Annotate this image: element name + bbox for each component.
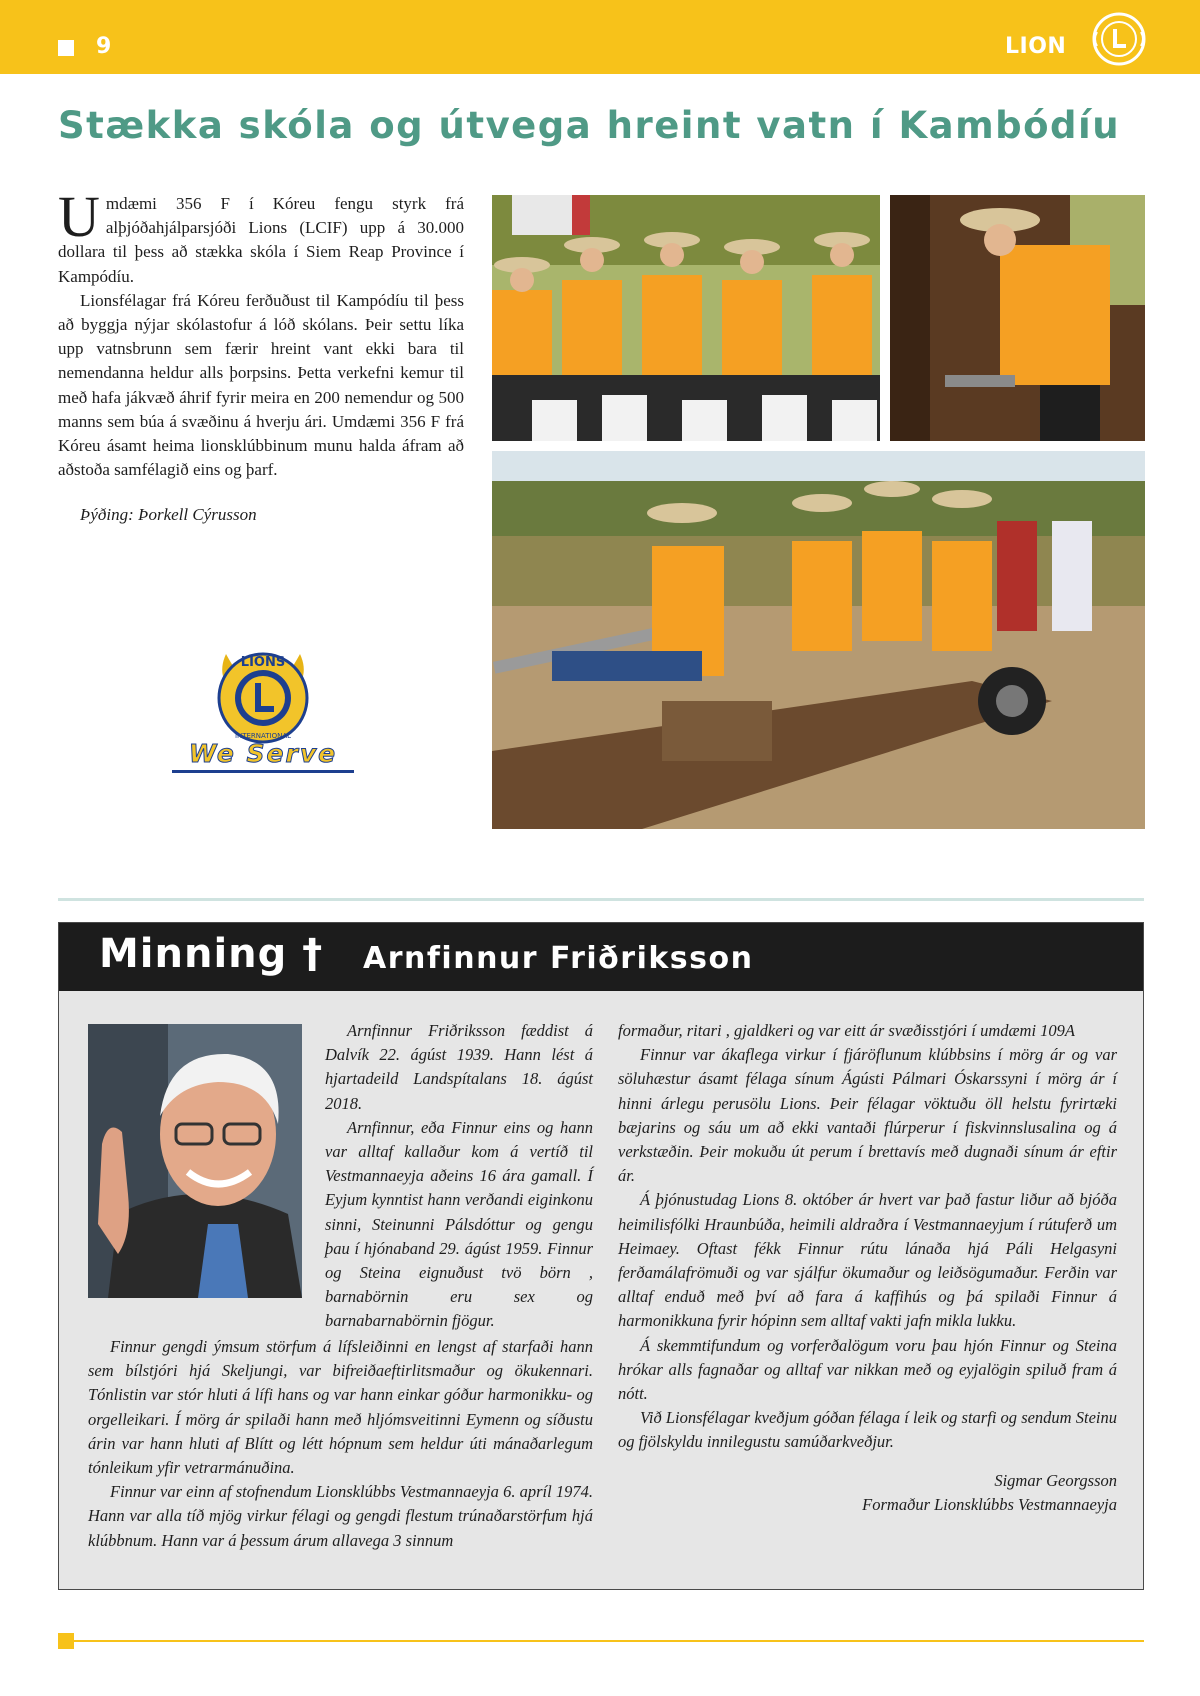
logo-slogan: We Serve bbox=[188, 739, 338, 768]
memorial-column-1-top bbox=[325, 1019, 593, 1334]
signature-title: Formaður Lionsklúbbs Vestmannaeyja bbox=[862, 1494, 1117, 1514]
article-title: Stækka skóla og útvega hreint vatn í Kambódíu bbox=[58, 104, 1121, 147]
photo-lions-members-with-children bbox=[492, 195, 880, 441]
memorial-paragraph: Finnur gengdi ýmsum störfum á lífsleiðinni en lengst af starfaði hann sem bílstjóri hjá Skeljungi, var bifreiðaeftirlitsmaður og ökukennari. Tónlistin var stór hluti á lífi hans og var hann einkar góður harmonikku- og orgelleikari. Í mörg ár spilaði hann með hljómsveitinni Eymenn og síðustu árin var hann hluti af Blítt og létt hópnum sem heldur úti mánaðarlegum tónleikum yfir vetrarmánuðina. bbox=[88, 1337, 593, 1478]
lions-we-serve-logo bbox=[168, 646, 358, 778]
logo-top-text: LIONS bbox=[240, 655, 286, 670]
signature-name: Sigmar Georgsson bbox=[994, 1470, 1117, 1490]
article-paragraph bbox=[58, 184, 464, 289]
footer-square-marker bbox=[58, 1633, 74, 1649]
memorial-column-2 bbox=[618, 1019, 1117, 1517]
memorial-paragraph: Við Lionsfélagar kveðjum góðan félaga í leik og starfi og sendum Steinu og fjölskyldu innilegustu samúðarkveðjur. bbox=[618, 1408, 1117, 1452]
header-square-marker bbox=[58, 40, 74, 56]
memorial-paragraph: Arnfinnur Friðriksson fæddist á Dalvík 22. ágúst 1939. Hann lést á hjartadeild Landspítalans 18. ágúst 2018. bbox=[325, 1021, 593, 1113]
memorial-paragraph: formaður, ritari , gjaldkeri og var eitt ár svæðisstjóri í umdæmi 109A bbox=[618, 1021, 1075, 1040]
article-body bbox=[58, 184, 464, 482]
drop-cap: U bbox=[58, 184, 100, 249]
translation-credit: Þýðing: Þorkell Cýrusson bbox=[80, 505, 257, 524]
memorial-paragraph: Á skemmtifundum og vorferðalögum voru þau hjón Finnur og Steina hrókar alls fagnaðar og alltaf var nikkan með og eyjalögin spiluð fram á nótt. bbox=[618, 1335, 1117, 1404]
memorial-section bbox=[58, 922, 1144, 1590]
memorial-paragraph: Arnfinnur, eða Finnur eins og hann var alltaf kallaður kom á vertíð til Vestmannaeyja aðeins 16 ára gamall. Í Eyjum kynntist hann verðandi eiginkonu sinni, Steinunni Pálsdóttur og gengu þau í hjónaband 29. ágúst 1959. Finnur og Steina eignuðust tvö börn , barnabörnin eru sex og barnabarnabörnin fjögur. bbox=[325, 1117, 593, 1331]
page-number: 9 bbox=[96, 34, 112, 59]
section-divider bbox=[58, 898, 1144, 901]
magazine-name: LION bbox=[1005, 34, 1067, 59]
memorial-column-1-bottom bbox=[88, 1335, 593, 1553]
memorial-paragraph: Finnur var ákaflega virkur í fjáröflunum klúbbsins í mörg ár og var söluhæstur ásamt félaga sínum Ágústi Pálmari Óskarssyni í mörg ár í hinni árlegu perusölu Lions. Þeir félagar vöktuðu öll helstu fyrirtæki bæjarins og sáu um að ekki vantaði flúrperur í fiskvinnslusalina og á verkstæðin. Þeir mokuðu út perum í brettavís með dugnaði sínum ár eftir ár. bbox=[618, 1045, 1117, 1186]
article-paragraph-text: mdæmi 356 F í Kóreu fengu styrk frá alþjóðahjálparsjóði Lions (LCIF) upp á 30.000 dollara til þess að stækka skóla í Siem Reap Province í Kampódíu. bbox=[58, 194, 464, 286]
photo-lions-members-on-cart bbox=[492, 451, 1145, 829]
portrait-photo bbox=[88, 1024, 302, 1298]
logo-ring-text: INTERNATIONAL bbox=[234, 732, 292, 740]
memorial-heading: Minning † bbox=[99, 931, 324, 977]
page-header-bar bbox=[0, 0, 1200, 74]
memorial-person-name: Arnfinnur Friðriksson bbox=[363, 941, 754, 976]
photo-lions-member-working bbox=[890, 195, 1145, 441]
memorial-paragraph: Finnur var einn af stofnendum Lionsklúbbs Vestmannaeyja 6. apríl 1974. Hann var alla tíð mjög virkur félagi og gengdi flestum trúnaðarstörfum hjá klúbbnum. Hann var á þessum árum allavega 3 sinnum bbox=[88, 1482, 593, 1550]
memorial-header bbox=[59, 923, 1143, 991]
article-paragraph: Lionsfélagar frá Kóreu ferðuðust til Kampódíu til þess að byggja nýjar skólastofur á lóð skólans. Þeir settu líka upp vatnsbrunn sem færir hreint vant ekki bara til nemendanna heldur alls þorpsins. Þetta verkefni kemur til með hafa jákvæð áhrif fyrir meira en 200 nemendur og 500 manns sem búa á svæðinu á hverju ári. Umdæmi 356 F frá Kóreu ásamt heima lionsklúbbinum munu halda áfram að aðstoða samfélagið eins og þarf. bbox=[58, 290, 464, 480]
lions-emblem-icon bbox=[1092, 12, 1146, 66]
memorial-paragraph: Á þjónustudag Lions 8. október ár hvert var það fastur liður að bjóða heimilisfólki Hraunbúða, heimili aldraðra í Vestmannaeyjum í rútuferð um Heimaey. Oftast fékk Finnur rútu lánaða hjá Páli Helgasyni ferðamálafrömuði og var sjálfur ökumaður og leiðsögumaður. Ferðin var alltaf enduð með því að fara á kaffihús og þá spilaði Finnur á harmonikkuna fyrir hópinn sem alltaf vakti jafn mikla lukku. bbox=[618, 1190, 1117, 1331]
footer-rule bbox=[74, 1640, 1144, 1642]
